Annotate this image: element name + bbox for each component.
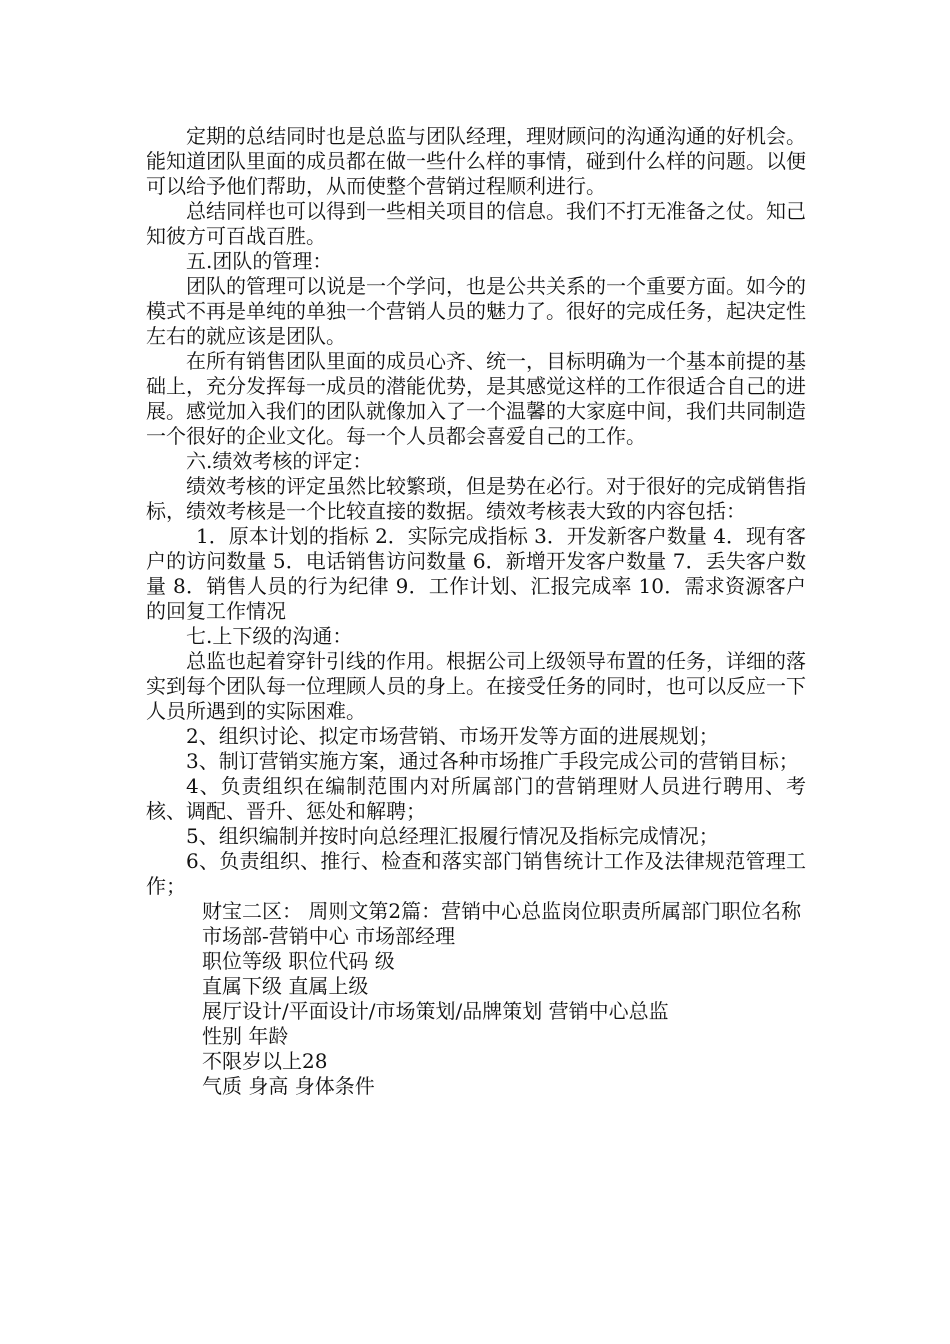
line-subordinates: 展厅设计/平面设计/市场策划/品牌策划 营销中心总监 bbox=[202, 999, 669, 1023]
heading-performance-review: 六.绩效考核的评定： bbox=[186, 449, 373, 473]
paragraph-duty-3: 3、制订营销实施方案，通过各种市场推广手段完成公司的营销目标； bbox=[186, 749, 799, 773]
paragraph-duty-2: 2、组织讨论、拟定市场营销、市场开发等方面的进展规划； bbox=[186, 724, 719, 748]
line-age-requirement: 不限岁以上28 bbox=[202, 1049, 328, 1073]
paragraph-summary-communication: 定期的总结同时也是总监与团队经理，理财顾问的沟通沟通的好机会。能知道团队里面的成员都在做一些什么样的事情，碰到什么样的问题。以便可以给予他们帮助，从而使整个营销过程顺利进行。 bbox=[146, 124, 806, 198]
line-reporting: 直属下级 直属上级 bbox=[202, 974, 369, 998]
paragraph-duty-4: 4、负责组织在编制范围内对所属部门的营销理财人员进行聘用、考核、调配、晋升、惩处和解聘； bbox=[146, 774, 806, 823]
line-gender-age: 性别 年龄 bbox=[202, 1024, 289, 1048]
paragraph-performance-review: 绩效考核的评定虽然比较繁琐，但是势在必行。对于很好的完成销售指标，绩效考核是一个比较直接的数据。绩效考核表大致的内容包括： bbox=[146, 474, 806, 523]
paragraph-duty-5: 5、组织编制并按时向总经理汇报履行情况及指标完成情况； bbox=[186, 824, 719, 848]
paragraph-section-title: 财宝二区： 周则文第2篇：营销中心总监岗位职责所属部门职位名称 bbox=[202, 899, 802, 923]
line-physical-conditions: 气质 身高 身体条件 bbox=[202, 1074, 375, 1098]
paragraph-hierarchy-communication: 总监也起着穿针引线的作用。根据公司上级领导布置的任务，详细的落实到每个团队每一位理顾人员的身上。在接受任务的同时，也可以反应一下人员所遇到的实际困难。 bbox=[146, 649, 806, 723]
paragraph-duty-6: 6、负责组织、推行、检查和落实部门销售统计工作及法律规范管理工作； bbox=[146, 849, 806, 898]
paragraph-project-info: 总结同样也可以得到一些相关项目的信息。我们不打无准备之仗。知己知彼方可百战百胜。 bbox=[146, 199, 806, 248]
paragraph-performance-items: 1．原本计划的指标 2．实际完成指标 3．开发新客户数量 4．现有客户的访问数量 5．电话销售访问数量 6．新增开发客户数量 7．丢失客户数量 8．销售人员的行为纪律 9．工作计划、汇报完成率 10．需求资源客户的回复工作情况 bbox=[146, 524, 806, 623]
heading-team-management: 五.团队的管理： bbox=[186, 249, 333, 273]
document-body bbox=[146, 124, 806, 1099]
paragraph-team-management: 团队的管理可以说是一个学问，也是公共关系的一个重要方面。如今的模式不再是单纯的单独一个营销人员的魅力了。很好的完成任务，起决定性左右的就应该是团队。 bbox=[146, 274, 806, 348]
line-position-level: 职位等级 职位代码 级 bbox=[202, 949, 395, 973]
paragraph-team-culture: 在所有销售团队里面的成员心齐、统一，目标明确为一个基本前提的基础上，充分发挥每一成员的潜能优势，是其感觉这样的工作很适合自己的进展。感觉加入我们的团队就像加入了一个温馨的大家庭中间，我们共同制造一个很好的企业文化。每一个人员都会喜爱自己的工作。 bbox=[146, 349, 806, 448]
line-department-position: 市场部-营销中心 市场部经理 bbox=[202, 924, 456, 948]
heading-hierarchy-communication: 七.上下级的沟通： bbox=[186, 624, 353, 648]
